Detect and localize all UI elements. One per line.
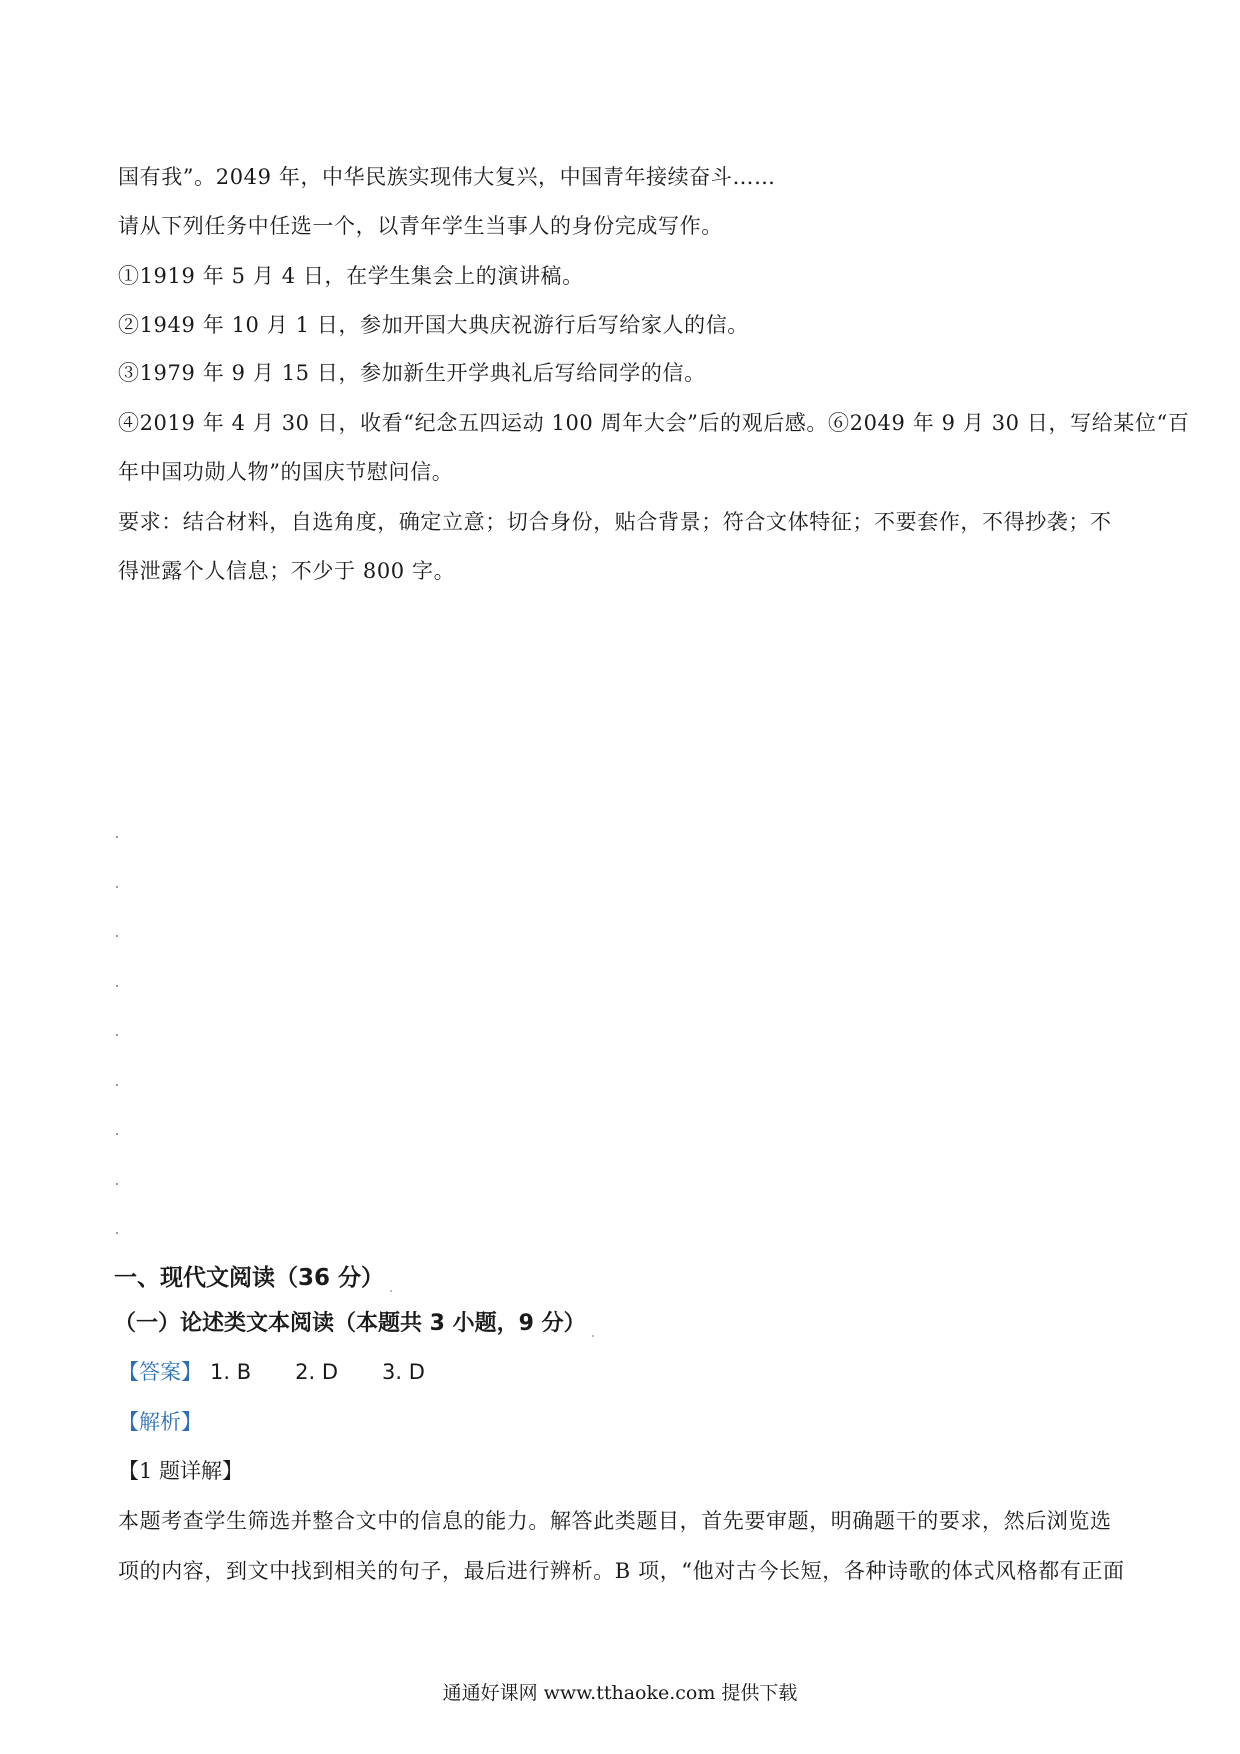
margin-mark (116, 886, 118, 888)
margin-mark (116, 985, 118, 987)
analysis-label: 【解析】 (118, 1410, 202, 1434)
margin-mark (116, 1084, 118, 1086)
answer-row (118, 1356, 425, 1386)
body-line: 请从下列任务中任选一个，以青年学生当事人的身份完成写作。 (118, 214, 723, 238)
body-line: 年中国功勋人物”的国庆节慰问信。 (118, 460, 454, 484)
answer-item: 2. D (295, 1360, 339, 1384)
requirements-line: 得泄露个人信息；不少于 800 字。 (118, 559, 456, 583)
margin-mark (116, 1183, 118, 1185)
page-footer: 通通好课网 www.tthaoke.com 提供下载 (442, 1682, 798, 1704)
margin-mark (116, 935, 118, 937)
paragraph-mark (390, 1290, 392, 1292)
margin-mark (116, 1034, 118, 1036)
task-option-3: ③1979 年 9 月 15 日，参加新生开学典礼后写给同学的信。 (118, 361, 706, 385)
requirements-line: 要求：结合材料，自选角度，确定立意；切合身份，贴合背景；符合文体特征；不要套作，不得抄袭；不 (118, 510, 1112, 534)
paragraph-mark (592, 1335, 594, 1337)
explanation-line: 本题考查学生筛选并整合文中的信息的能力。解答此类题目，首先要审题，明确题干的要求，然后浏览选 (118, 1509, 1112, 1533)
answer-item: 3. D (382, 1360, 425, 1384)
task-option-1: ①1919 年 5 月 4 日，在学生集会上的演讲稿。 (118, 264, 584, 288)
margin-mark (116, 1133, 118, 1135)
section-subheading: （一）论述类文本阅读（本题共 3 小题，9 分） (114, 1306, 594, 1337)
task-option-4-5: ④2019 年 4 月 30 日，收看“纪念五四运动 100 周年大会”后的观后感。⑥2049 年 9 月 30 日，写给某位“百 (118, 411, 1190, 435)
section-heading: 一、现代文阅读（36 分） (114, 1259, 392, 1292)
answer-item: 1. B (210, 1360, 252, 1384)
task-option-2: ②1949 年 10 月 1 日，参加开国大典庆祝游行后写给家人的信。 (118, 313, 749, 337)
margin-mark (116, 836, 118, 838)
explanation-line: 项的内容，到文中找到相关的句子，最后进行辨析。B 项，“他对古今长短，各种诗歌的体式风格都有正面 (118, 1559, 1125, 1583)
body-line: 国有我”。2049 年，中华民族实现伟大复兴，中国青年接续奋斗…… (118, 165, 776, 189)
detail-label: 【1 题详解】 (118, 1459, 244, 1483)
margin-mark (116, 1232, 118, 1234)
answer-label: 【答案】 (118, 1360, 202, 1384)
